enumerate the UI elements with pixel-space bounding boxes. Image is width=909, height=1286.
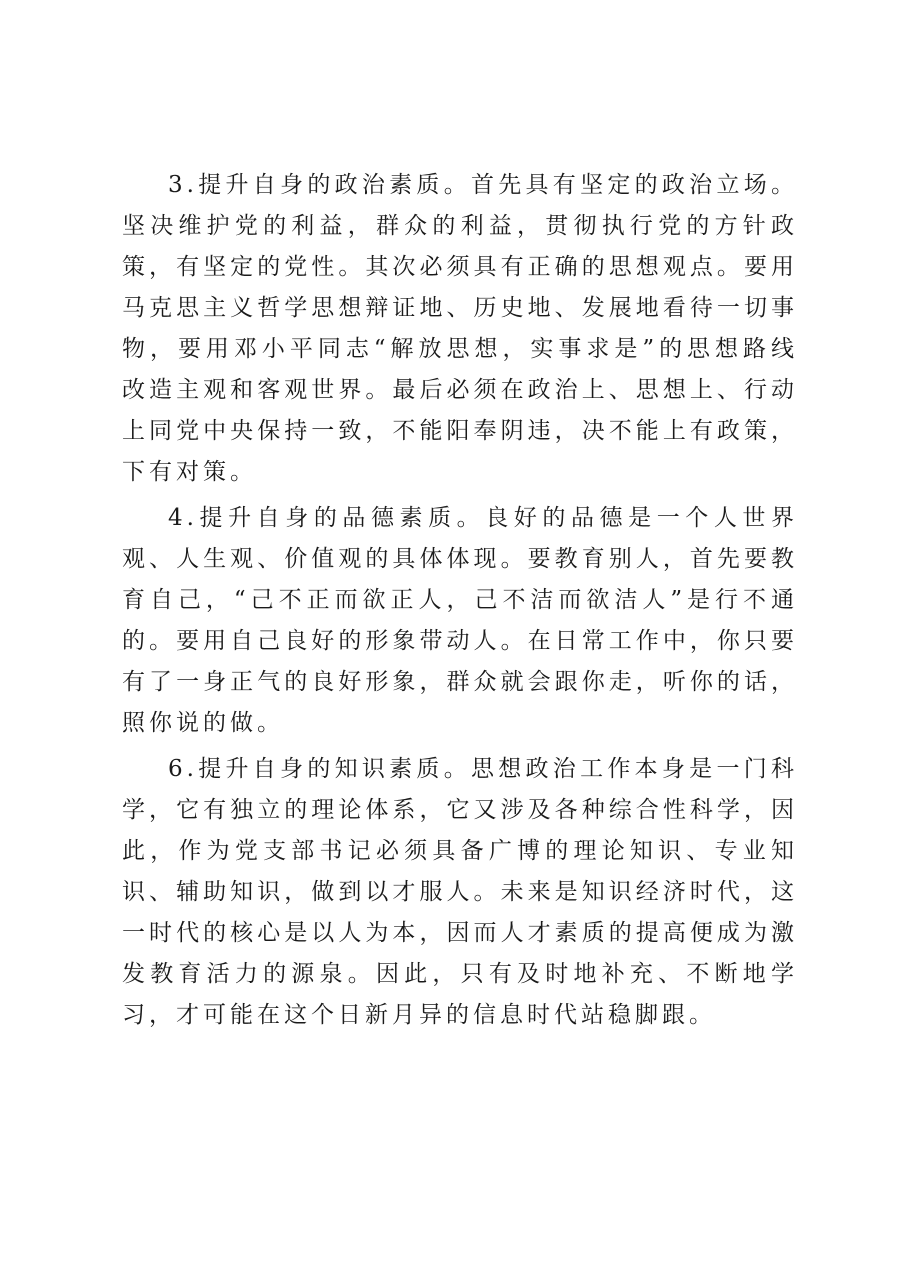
- paragraph-moral-quality: 4.提升自身的品德素质。良好的品德是一个人世界观、人生观、价值观的具体体现。要教育别人，首先要教育自己，“己不正而欲正人，己不洁而欲洁人”是行不通的。要用自己良好的形象带动人。在日常工作中，你只要有了一身正气的良好形象，群众就会跟你走，听你的话，照你说的做。: [122, 505, 798, 736]
- paragraph-knowledge-quality: 6.提升自身的知识素质。思想政治工作本身是一门科学，它有独立的理论体系，它又涉及各种综合性科学，因此，作为党支部书记必须具备广博的理论知识、专业知识、辅助知识，做到以才服人。未来是知识经济时代，这一时代的核心是以人为本，因而人才素质的提高便成为激发教育活力的源泉。因此，只有及时地补充、不断地学习，才可能在这个日新月异的信息时代站稳脚跟。: [122, 756, 798, 1028]
- document-body: [122, 165, 798, 1041]
- paragraph-political-quality: 3.提升自身的政治素质。首先具有坚定的政治立场。坚决维护党的利益，群众的利益，贯彻执行党的方针政策，有坚定的党性。其次必须具有正确的思想观点。要用马克思主义哲学思想辩证地、历史地、发展地看待一切事物，要用邓小平同志“解放思想，实事求是”的思想路线改造主观和客观世界。最后必须在政治上、思想上、行动上同党中央保持一致，不能阳奉阴违，决不能上有政策，下有对策。: [122, 172, 798, 485]
